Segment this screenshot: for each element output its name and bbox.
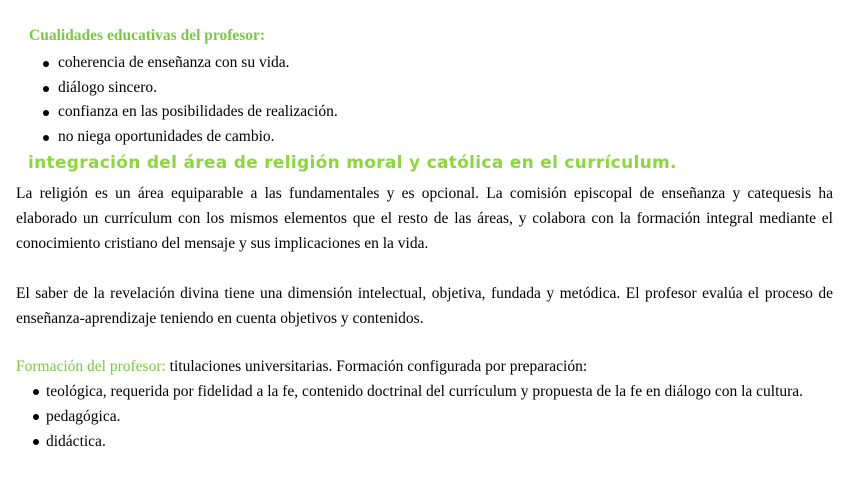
teacher-training-label: Formación del profesor: bbox=[16, 358, 166, 375]
paragraph-religion-area: La religión es un área equiparable a las fundamentales y es opcional. La comisión episcopal de enseñanza y catequesis ha elaborado un currículum con los mismos elementos que el resto de las áreas, y colabora con la formación integral mediante el conocimiento cristiano del mensaje y sus implicaciones en la vida. bbox=[16, 185, 833, 252]
list-item: confianza en las posibilidades de realización. bbox=[40, 100, 338, 125]
section-heading-qualities: Cualidades educativas del profesor: bbox=[29, 27, 266, 44]
paragraph-revelation: El saber de la revelación divina tiene una dimensión intelectual, objetiva, fundada y metódica. El profesor evalúa el proceso de enseñanza-aprendizaje teniendo en cuenta objetivos y contenidos. bbox=[16, 285, 833, 327]
list-item: pedagógica. bbox=[30, 404, 833, 429]
training-list bbox=[30, 379, 833, 454]
list-item: teológica, requerida por fidelidad a la fe, contenido doctrinal del currículum y propuesta de la fe en diálogo con la cultura. bbox=[30, 379, 833, 404]
paragraph-teacher-training bbox=[16, 354, 833, 379]
list-item: coherencia de enseñanza con su vida. bbox=[40, 51, 338, 76]
list-item: no niega oportunidades de cambio. bbox=[40, 125, 338, 150]
teacher-training-text: titulaciones universitarias. Formación configurada por preparación: bbox=[165, 358, 588, 375]
section-heading-integration: integración del área de religión moral y católica en el currículum. bbox=[28, 153, 677, 173]
list-item: didáctica. bbox=[30, 429, 833, 454]
qualities-list bbox=[40, 51, 338, 149]
list-item: diálogo sincero. bbox=[40, 76, 338, 101]
